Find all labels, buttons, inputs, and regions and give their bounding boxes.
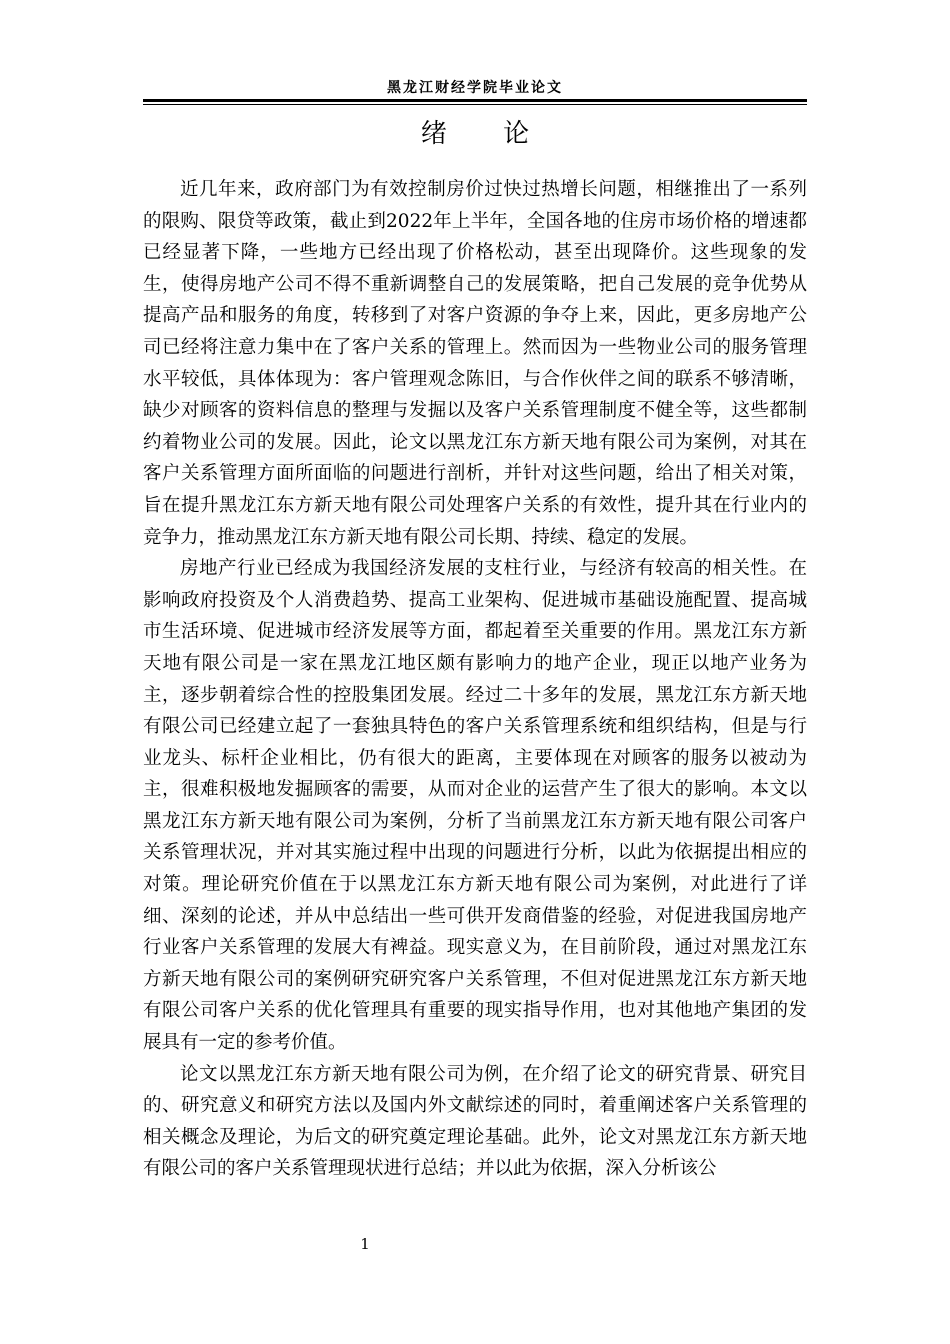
paragraph-3: 论文以黑龙江东方新天地有限公司为例，在介绍了论文的研究背景、研究目的、研究意义和研究方法以及国内外文献综述的同时，着重阐述客户关系管理的相关概念及理论，为后文的研究奠定理论基础。此外，论文对黑龙江东方新天地有限公司的客户关系管理现状进行总结；并以此为依据，深入分析该公 [143, 1063, 807, 1180]
body-text [143, 174, 807, 1185]
paragraph-1: 近几年来，政府部门为有效控制房价过快过热增长问题，相继推出了一系列的限购、限贷等政策，截止到2022年上半年，全国各地的住房市场价格的增速都已经显著下降，一些地方已经出现了价格松动，甚至出现降价。这些现象的发生，使得房地产公司不得不重新调整自己的发展策略，把自己发展的竞争优势从提高产品和服务的角度，转移到了对客户资源的争夺上来，因此，更多房地产公司已经将注意力集中在了客户关系的管理上。然而因为一些物业公司的服务管理水平较低，具体体现为：客户管理观念陈旧，与合作伙伴之间的联系不够清晰，缺少对顾客的资料信息的整理与发掘以及客户关系管理制度不健全等，这些都制约着物业公司的发展。因此，论文以黑龙江东方新天地有限公司为案例，对其在客户关系管理方面所面临的问题进行剖析，并针对这些问题，给出了相关对策，旨在提升黑龙江东方新天地有限公司处理客户关系的有效性，提升其在行业内的竞争力，推动黑龙江东方新天地有限公司长期、持续、稳定的发展。 [143, 179, 807, 548]
page-number: 1 [360, 1235, 370, 1253]
header-rule-thin [143, 104, 807, 105]
running-header: 黑龙江财经学院毕业论文 [387, 80, 563, 96]
paragraph-2: 房地产行业已经成为我国经济发展的支柱行业，与经济有较高的相关性。在影响政府投资及个人消费趋势、提高工业架构、促进城市基础设施配置、提高城市生活环境、促进城市经济发展等方面，都起着至关重要的作用。黑龙江东方新天地有限公司是一家在黑龙江地区颇有影响力的地产企业，现正以地产业务为主，逐步朝着综合性的控股集团发展。经过二十多年的发展，黑龙江东方新天地有限公司已经建立起了一套独具特色的客户关系管理系统和组织结构，但是与行业龙头、标杆企业相比，仍有很大的距离，主要体现在对顾客的服务以被动为主，很难积极地发掘顾客的需要，从而对企业的运营产生了很大的影响。本文以黑龙江东方新天地有限公司为案例，分析了当前黑龙江东方新天地有限公司客户关系管理状况，并对其实施过程中出现的问题进行分析，以此为依据提出相应的对策。理论研究价值在于以黑龙江东方新天地有限公司为案例，对此进行了详细、深刻的论述，并从中总结出一些可供开发商借鉴的经验，对促进我国房地产行业客户关系管理的发展大有裨益。现实意义为，在目前阶段，通过对黑龙江东方新天地有限公司的案例研究研究客户关系管理，不但对促进黑龙江东方新天地有限公司客户关系的优化管理具有重要的现实指导作用，也对其他地产集团的发展具有一定的参考价值。 [143, 558, 807, 1054]
header-rule-thick [143, 99, 807, 102]
section-title: 绪 论 [420, 119, 530, 149]
